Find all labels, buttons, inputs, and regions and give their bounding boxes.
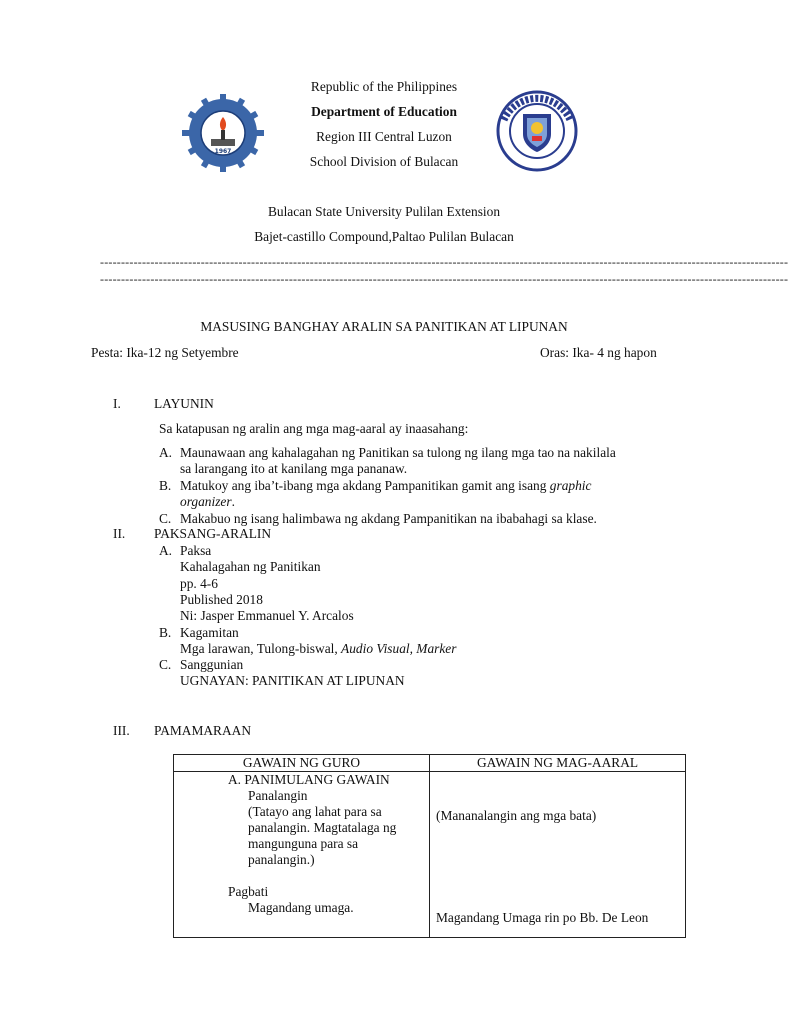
- objective-b-letter: B.: [159, 478, 172, 493]
- paksa-line-2: pp. 4-6: [180, 576, 218, 591]
- guro-greeting: Magandang umaga.: [248, 900, 354, 915]
- pagbati-label: Pagbati: [228, 884, 269, 899]
- objective-a-line1: Maunawaan ang kahalagahan ng Panitikan sa tulong ng ilang mga tao na nakilala: [180, 445, 616, 460]
- header-department: Department of Education: [311, 104, 457, 119]
- sanggunian-letter: C.: [159, 657, 172, 672]
- oras-time: Oras: Ika- 4 ng hapon: [540, 345, 657, 360]
- pesta-date: Pesta: Ika-12 ng Setyembre: [91, 345, 239, 360]
- paksa-letter: A.: [159, 543, 173, 558]
- section-1-numeral: I.: [113, 396, 121, 411]
- paksa-line-1: Kahalagahan ng Panitikan: [180, 559, 321, 574]
- panalangin-label: Panalangin: [248, 788, 308, 803]
- objective-c-line1: Makabuo ng isang halimbawa ng akdang Pampanitikan na ibabahagi sa klase.: [180, 511, 597, 526]
- paksa-line-4: Ni: Jasper Emmanuel Y. Arcalos: [180, 608, 354, 623]
- guro-line-4: mangunguna para sa: [248, 836, 359, 851]
- activity-table: [173, 754, 686, 938]
- mag-aaral-greeting: Magandang Umaga rin po Bb. De Leon: [436, 910, 649, 925]
- guro-line-5: panalangin.): [248, 852, 315, 867]
- section-1-intro: Sa katapusan ng aralin ang mga mag-aaral ay inaasahang:: [159, 421, 469, 436]
- divider-line-1: --------------------------------------------------------------------------------------------------------------------------------------------------------------------: [100, 255, 788, 269]
- paksa-label: Paksa: [180, 543, 212, 558]
- table-row: [174, 772, 686, 938]
- header-division: School Division of Bulacan: [309, 154, 459, 169]
- header-region: Region III Central Luzon: [316, 129, 452, 144]
- section-2-heading: PAKSANG-ARALIN: [154, 526, 272, 541]
- col-header-guro: GAWAIN NG GURO: [174, 755, 430, 772]
- objective-a-letter: A.: [159, 445, 173, 460]
- mag-aaral-prayer: (Mananalangin ang mga bata): [436, 808, 597, 823]
- objective-b-line1: Matukoy ang iba’t-ibang mga akdang Pampanitikan gamit ang isang graphic: [180, 478, 592, 493]
- divider-line-2: --------------------------------------------------------------------------------------------------------------------------------------------------------------------: [100, 272, 788, 286]
- kagamitan-label: Kagamitan: [180, 625, 239, 640]
- guro-cell: [174, 772, 430, 938]
- objective-c-letter: C.: [159, 511, 172, 526]
- sanggunian-label: Sanggunian: [180, 657, 244, 672]
- panimulang-gawain: A. PANIMULANG GAWAIN: [228, 772, 390, 787]
- mag-aaral-cell: [430, 772, 686, 938]
- school-name: Bulacan State University Pulilan Extension: [267, 204, 501, 219]
- sanggunian-line: UGNAYAN: PANITIKAN AT LIPUNAN: [180, 673, 405, 688]
- section-2-numeral: II.: [113, 526, 126, 541]
- school-address: Bajet-castillo Compound,Paltao Pulilan Bulacan: [254, 229, 514, 244]
- section-3-heading: PAMAMARAAN: [154, 723, 251, 738]
- document-title: MASUSING BANGHAY ARALIN SA PANITIKAN AT LIPUNAN: [200, 319, 568, 334]
- objective-b-line2: organizer.: [180, 494, 235, 509]
- section-1-heading: LAYUNIN: [154, 396, 214, 411]
- guro-line-3: panalangin. Magtatalaga ng: [248, 820, 397, 835]
- section-3-numeral: III.: [113, 723, 130, 738]
- guro-line-2: (Tatayo ang lahat para sa: [248, 804, 382, 819]
- header-republic: Republic of the Philippines: [310, 79, 458, 94]
- paksa-line-3: Published 2018: [180, 592, 263, 607]
- svg-text:1967: 1967: [214, 148, 232, 155]
- kagamitan-letter: B.: [159, 625, 172, 640]
- objective-a-line2: sa larangang ito at kanilang mga pananaw.: [180, 461, 408, 476]
- col-header-mag-aaral: GAWAIN NG MAG-AARAL: [430, 755, 686, 772]
- table-header-row: [174, 755, 686, 772]
- kagamitan-line: Mga larawan, Tulong-biswal, Audio Visual, Marker: [180, 641, 457, 656]
